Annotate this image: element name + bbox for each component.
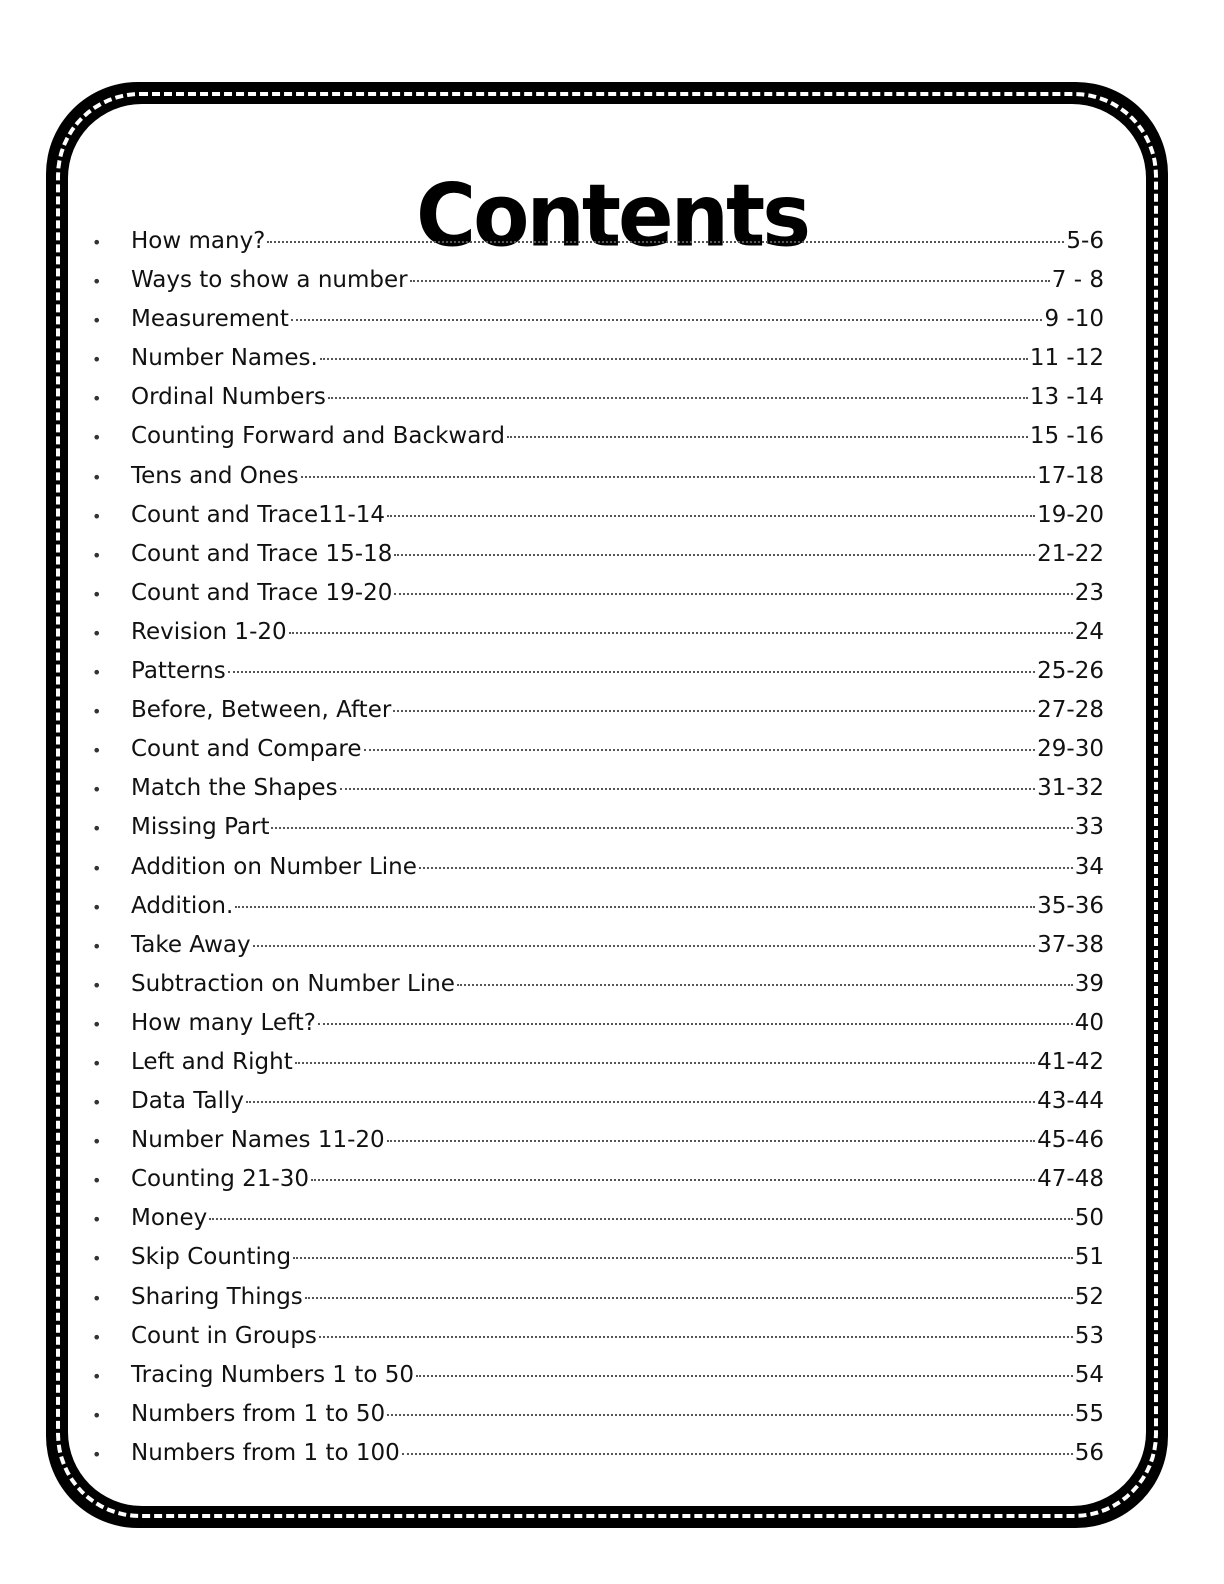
toc-entry: [92, 965, 1104, 1004]
toc-entry-pages: 17-18: [1037, 462, 1104, 489]
toc-entry: [92, 457, 1104, 496]
dot-leader: [416, 1371, 1073, 1377]
toc-entry-pages: 51: [1074, 1244, 1104, 1271]
toc-entry-pages: 15 -16: [1029, 423, 1104, 450]
toc-entry-title: Count and Trace11-14: [131, 501, 386, 528]
dot-leader: [402, 1449, 1073, 1455]
dot-leader: [209, 1214, 1072, 1220]
bullet-icon: •: [92, 741, 102, 761]
toc-entry-pages: 31-32: [1037, 775, 1104, 802]
bullet-icon: •: [92, 819, 102, 839]
toc-entry-title: Count and Compare: [131, 736, 362, 763]
toc-entry: [92, 1082, 1104, 1121]
bullet-icon: •: [92, 1093, 102, 1113]
toc-entry: [92, 496, 1104, 535]
toc-entry-title: Patterns: [131, 658, 226, 685]
dot-leader: [228, 667, 1035, 673]
toc-entry-pages: 7 - 8: [1051, 267, 1104, 294]
dot-leader: [301, 472, 1036, 478]
toc-entry-title: Money: [131, 1205, 208, 1232]
toc-entry: [92, 300, 1104, 339]
toc-entry-title: Numbers from 1 to 50: [131, 1400, 386, 1427]
toc-entry: [92, 1004, 1104, 1043]
toc-entry-pages: 24: [1074, 618, 1104, 645]
toc-entry-pages: 47-48: [1037, 1166, 1104, 1193]
toc-entry-title: How many Left?: [131, 1009, 316, 1036]
toc-entry-pages: 29-30: [1037, 736, 1104, 763]
toc-entry: [92, 1160, 1104, 1199]
toc-entry-title: Numbers from 1 to 100: [131, 1439, 400, 1466]
toc-entry: [92, 769, 1104, 808]
toc-entry: [92, 691, 1104, 730]
dot-leader: [387, 1136, 1035, 1142]
toc-entry-pages: 37-38: [1037, 931, 1104, 958]
toc-entry-pages: 25-26: [1037, 658, 1104, 685]
toc-entry-title: Missing Part: [131, 814, 270, 841]
dot-leader: [364, 745, 1036, 751]
dot-leader: [293, 1253, 1073, 1259]
dot-leader: [319, 1332, 1073, 1338]
dot-leader: [387, 511, 1035, 517]
toc-entry-title: Before, Between, After: [131, 697, 392, 724]
toc-entry-title: Data Tally: [131, 1088, 244, 1115]
dot-leader: [320, 354, 1028, 360]
toc-entry-title: Revision 1-20: [131, 618, 287, 645]
toc-entry: [92, 1317, 1104, 1356]
toc-entry: [92, 848, 1104, 887]
toc-entry-title: How many?: [131, 228, 266, 254]
toc-entry: [92, 535, 1104, 574]
bullet-icon: •: [92, 389, 102, 409]
bullet-icon: •: [92, 1132, 102, 1152]
toc-entry-title: Ordinal Numbers: [131, 384, 326, 411]
toc-entry: [92, 1278, 1104, 1317]
bullet-icon: •: [92, 545, 102, 565]
table-of-contents: [92, 222, 1104, 1473]
bullet-icon: •: [92, 1444, 102, 1464]
toc-entry-pages: 33: [1074, 814, 1104, 841]
toc-entry-pages: 56: [1074, 1439, 1104, 1466]
toc-entry: [92, 1356, 1104, 1395]
toc-entry-title: Tracing Numbers 1 to 50: [131, 1361, 415, 1388]
toc-entry-pages: 23: [1074, 579, 1104, 606]
toc-entry-pages: 9 -10: [1044, 306, 1104, 333]
toc-entry: [92, 926, 1104, 965]
bullet-icon: •: [92, 663, 102, 683]
page-title: Contents: [415, 166, 809, 267]
dot-leader: [246, 1097, 1035, 1103]
toc-entry-title: Measurement: [131, 306, 289, 333]
toc-entry: [92, 222, 1104, 261]
toc-entry-title: Subtraction on Number Line: [131, 970, 455, 997]
toc-entry-pages: 53: [1074, 1322, 1104, 1349]
dot-leader: [295, 1058, 1035, 1064]
toc-entry-pages: 55: [1074, 1400, 1104, 1427]
toc-entry-pages: 35-36: [1037, 892, 1104, 919]
dot-leader: [235, 902, 1035, 908]
toc-entry-pages: 52: [1074, 1283, 1104, 1310]
toc-entry-pages: 13 -14: [1029, 384, 1104, 411]
toc-entry-pages: 21-22: [1037, 540, 1104, 567]
toc-entry-title: Count and Trace 15-18: [131, 540, 393, 567]
toc-entry: [92, 378, 1104, 417]
bullet-icon: •: [92, 975, 102, 995]
toc-entry-title: Counting 21-30: [131, 1166, 310, 1193]
bullet-icon: •: [92, 233, 102, 252]
toc-entry-title: Count in Groups: [131, 1322, 317, 1349]
toc-entry: [92, 339, 1104, 378]
bullet-icon: •: [92, 1014, 102, 1034]
dot-leader: [305, 1293, 1073, 1299]
toc-entry-pages: 19-20: [1037, 501, 1104, 528]
dot-leader: [394, 589, 1072, 595]
dot-leader: [328, 393, 1028, 399]
bullet-icon: •: [92, 858, 102, 878]
toc-entry-title: Number Names.: [131, 345, 318, 372]
dot-leader: [393, 706, 1035, 712]
toc-entry: [92, 730, 1104, 769]
toc-entry-title: Number Names 11-20: [131, 1127, 385, 1154]
dot-leader: [394, 550, 1035, 556]
bullet-icon: •: [92, 350, 102, 370]
toc-entry: [92, 613, 1104, 652]
bullet-icon: •: [92, 1327, 102, 1347]
toc-entry-pages: 54: [1074, 1361, 1104, 1388]
bullet-icon: •: [92, 1288, 102, 1308]
toc-entry-pages: 45-46: [1037, 1127, 1104, 1154]
bullet-icon: •: [92, 1053, 102, 1073]
bullet-icon: •: [92, 311, 102, 331]
toc-entry: [92, 1238, 1104, 1277]
toc-entry-title: Counting Forward and Backward: [131, 423, 505, 450]
toc-entry: [92, 887, 1104, 926]
dot-leader: [457, 980, 1073, 986]
toc-entry-title: Tens and Ones: [131, 462, 299, 489]
toc-entry-title: Take Away: [131, 931, 251, 958]
toc-entry-pages: 41-42: [1037, 1048, 1104, 1075]
dot-leader: [311, 1175, 1035, 1181]
toc-entry-pages: 43-44: [1037, 1088, 1104, 1115]
dot-leader: [387, 1410, 1073, 1416]
bullet-icon: •: [92, 467, 102, 487]
bullet-icon: •: [92, 1366, 102, 1386]
toc-entry-title: Addition on Number Line: [131, 853, 417, 880]
toc-entry: [92, 652, 1104, 691]
bullet-icon: •: [92, 428, 102, 448]
dot-leader: [507, 432, 1028, 438]
bullet-icon: •: [92, 1171, 102, 1191]
toc-entry: [92, 1395, 1104, 1434]
toc-entry-pages: 50: [1074, 1205, 1104, 1232]
bullet-icon: •: [92, 623, 102, 643]
bullet-icon: •: [92, 780, 102, 800]
toc-entry: [92, 1043, 1104, 1082]
toc-entry: [92, 417, 1104, 456]
dot-leader: [289, 628, 1073, 634]
bullet-icon: •: [92, 506, 102, 526]
toc-entry-title: Skip Counting: [131, 1244, 292, 1271]
dot-leader: [271, 823, 1072, 829]
toc-entry-pages: 27-28: [1037, 697, 1104, 724]
bullet-icon: •: [92, 702, 102, 722]
toc-entry: [92, 1121, 1104, 1160]
toc-entry-pages: 11 -12: [1029, 345, 1104, 372]
dot-leader: [340, 784, 1036, 790]
toc-entry-pages: 39: [1074, 970, 1104, 997]
toc-entry: [92, 808, 1104, 847]
bullet-icon: •: [92, 936, 102, 956]
bullet-icon: •: [92, 1249, 102, 1269]
bullet-icon: •: [92, 1405, 102, 1425]
toc-entry-title: Ways to show a number: [131, 267, 408, 294]
bullet-icon: •: [92, 1210, 102, 1230]
dot-leader: [267, 237, 1064, 243]
toc-entry-title: Addition.: [131, 892, 234, 919]
toc-entry-title: Count and Trace 19-20: [131, 579, 393, 606]
bullet-icon: •: [92, 897, 102, 917]
bullet-icon: •: [92, 584, 102, 604]
dot-leader: [253, 941, 1036, 947]
toc-entry-pages: 40: [1074, 1009, 1104, 1036]
toc-entry: [92, 1434, 1104, 1473]
dot-leader: [410, 276, 1050, 282]
dot-leader: [419, 863, 1073, 869]
dot-leader: [318, 1019, 1073, 1025]
toc-entry-title: Match the Shapes: [131, 775, 338, 802]
toc-entry-title: Sharing Things: [131, 1283, 303, 1310]
bullet-icon: •: [92, 272, 102, 292]
toc-entry-pages: 34: [1074, 853, 1104, 880]
toc-entry-pages: 5-6: [1066, 228, 1104, 254]
dot-leader: [291, 315, 1043, 321]
toc-entry: [92, 261, 1104, 300]
toc-entry: [92, 574, 1104, 613]
toc-entry-title: Left and Right: [131, 1048, 293, 1075]
toc-entry: [92, 1199, 1104, 1238]
